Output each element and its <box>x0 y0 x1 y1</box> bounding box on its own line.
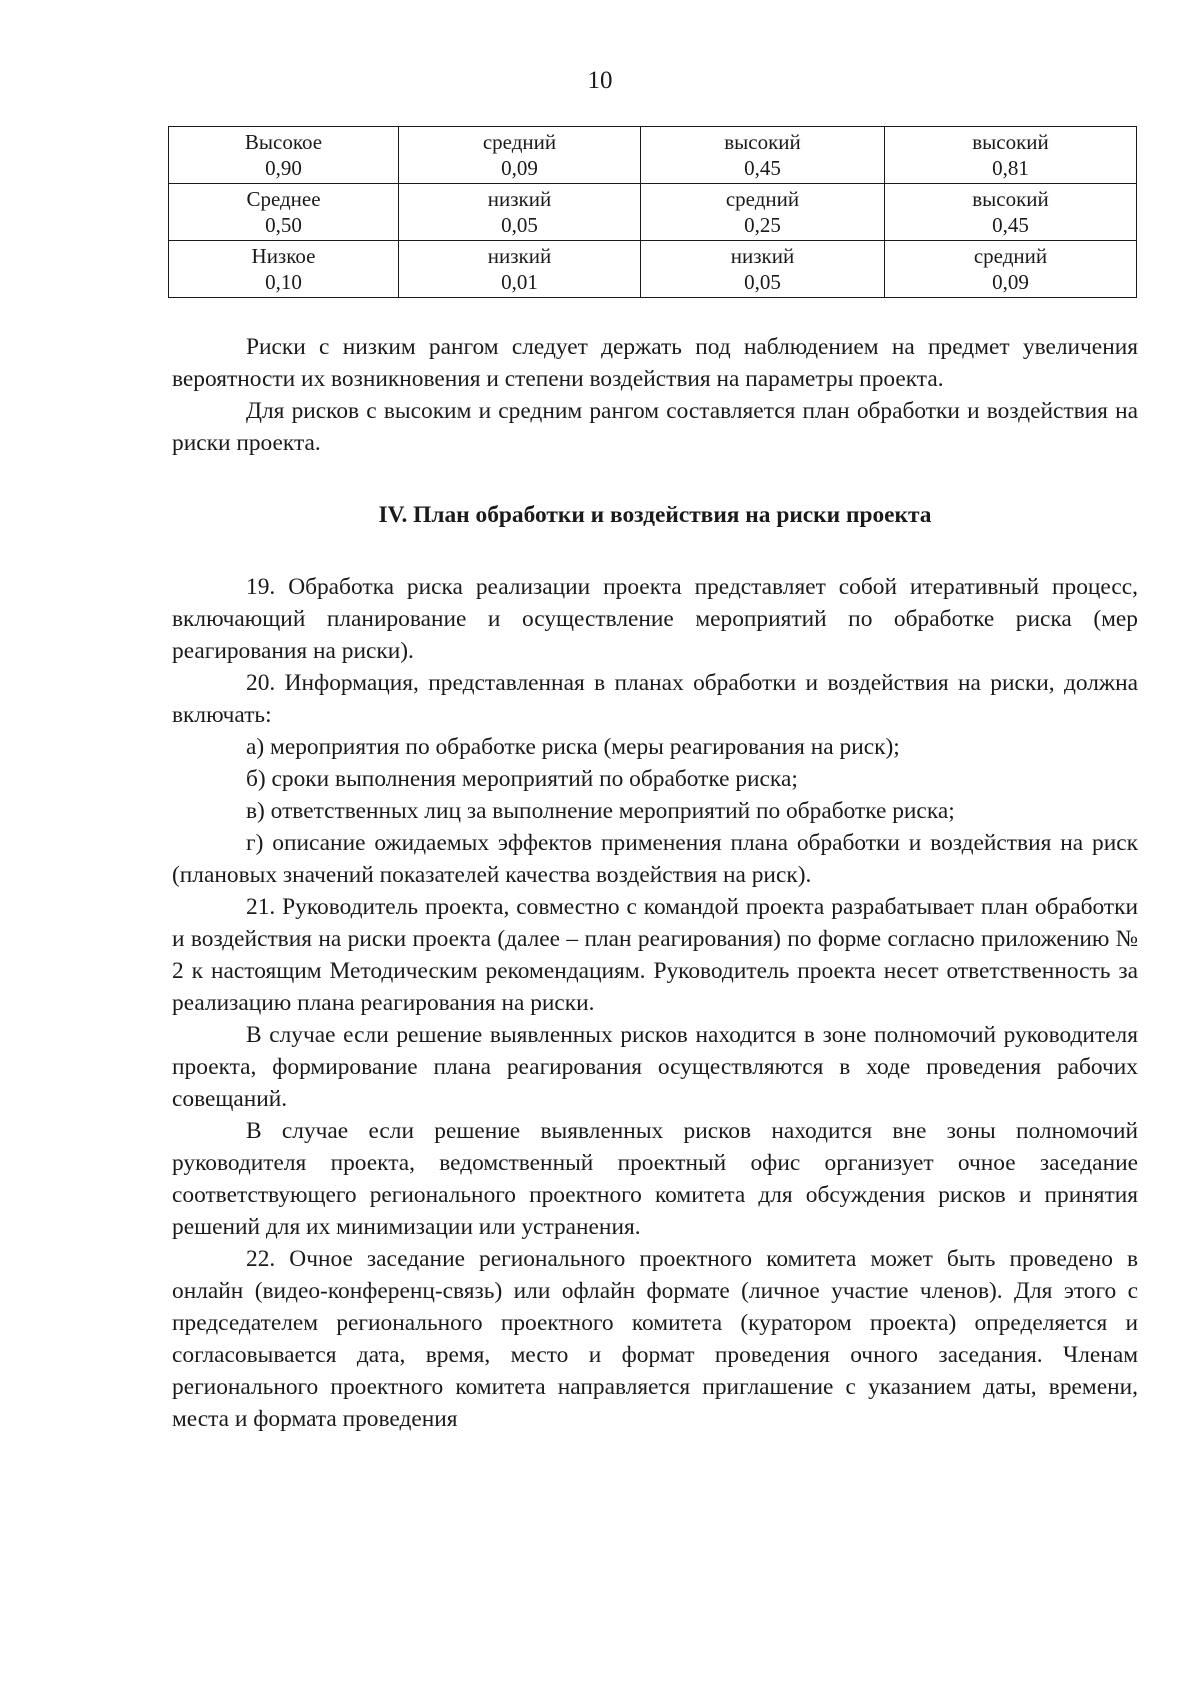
rank-value: 0,45 <box>992 213 1029 237</box>
rank-label: низкий <box>487 244 552 268</box>
rank-cell <box>885 127 1137 184</box>
probability-label: Низкое <box>251 244 316 268</box>
rank-cell <box>641 241 885 298</box>
rank-value: 0,09 <box>992 270 1029 294</box>
rank-value: 0,05 <box>501 213 538 237</box>
paragraph: 21. Руководитель проекта, совместно с командой проекта разрабатывает план обработки и воздействия на риски проекта (далее – план реагирования) по форме согласно приложению № 2 к настоящим Методическим рекомендациям. Руководитель проекта несет ответственность за реализацию плана реагирования на риски. <box>172 894 1138 1016</box>
list-item: в) ответственных лиц за выполнение мероприятий по обработке риска; <box>246 798 955 824</box>
rank-label: низкий <box>730 244 795 268</box>
rank-label: средний <box>725 187 800 211</box>
section-heading: IV. План обработки и воздействия на риски проекта <box>378 502 932 528</box>
probability-label: Высокое <box>244 130 323 154</box>
probability-cell <box>169 127 399 184</box>
probability-cell <box>169 184 399 241</box>
rank-label: средний <box>973 244 1048 268</box>
paragraph: Риски с низким рангом следует держать под наблюдением на предмет увеличения вероятности их возникновения и степени воздействия на параметры проекта. <box>172 334 1138 392</box>
page-number: 10 <box>587 67 613 94</box>
paragraph: 19. Обработка риска реализации проекта представляет собой итеративный процесс, включающий планирование и осуществление мероприятий по обработке риска (мер реагирования на риски). <box>172 574 1138 664</box>
table-row <box>169 184 1137 241</box>
list-item: а) мероприятия по обработке риска (меры реагирования на риск); <box>246 734 900 760</box>
rank-cell <box>399 184 641 241</box>
paragraph: В случае если решение выявленных рисков находится в зоне полномочий руководителя проекта, формирование плана реагирования осуществляются в ходе проведения рабочих совещаний. <box>172 1022 1138 1112</box>
rank-label: высокий <box>724 130 801 154</box>
paragraph: В случае если решение выявленных рисков находится вне зоны полномочий руководителя проекта, ведомственный проектный офис организует очное заседание соответствующего регионального проектного комитета для обсуждения рисков и принятия решений для их минимизации или устранения. <box>172 1118 1138 1240</box>
rank-label: средний <box>482 130 557 154</box>
rank-value: 0,01 <box>501 270 538 294</box>
rank-cell <box>641 127 885 184</box>
rank-cell <box>885 184 1137 241</box>
document-body <box>172 331 1138 1435</box>
rank-label: низкий <box>487 187 552 211</box>
paragraph: 22. Очное заседание регионального проектного комитета может быть проведено в онлайн (видео-конференц-связь) или офлайн формате (личное участие членов). Для этого с председателем регионального проектного комитета (куратором проекта) определяется и согласовывается дата, время, место и формат проведения очного заседания. Членам регионального проектного комитета направляется приглашение с указанием даты, времени, места и формата проведения <box>172 1246 1138 1432</box>
rank-value: 0,81 <box>992 156 1029 180</box>
rank-cell <box>399 241 641 298</box>
probability-label: Среднее <box>246 187 321 211</box>
table-row <box>169 127 1137 184</box>
table-row <box>169 241 1137 298</box>
probability-value: 0,10 <box>265 270 302 294</box>
rank-label: высокий <box>972 130 1049 154</box>
paragraph: Для рисков с высоким и средним рангом составляется план обработки и воздействия на риски проекта. <box>172 398 1138 456</box>
rank-label: высокий <box>972 187 1049 211</box>
list-item: б) сроки выполнения мероприятий по обработке риска; <box>246 766 798 792</box>
rank-cell <box>399 127 641 184</box>
rank-value: 0,25 <box>744 213 781 237</box>
rank-value: 0,09 <box>501 156 538 180</box>
probability-value: 0,90 <box>265 156 302 180</box>
risk-matrix-table <box>168 126 1137 298</box>
rank-cell <box>641 184 885 241</box>
paragraph: 20. Информация, представленная в планах обработки и воздействия на риски, должна включать: <box>172 670 1138 728</box>
probability-cell <box>169 241 399 298</box>
rank-value: 0,05 <box>744 270 781 294</box>
list-item: г) описание ожидаемых эффектов применения плана обработки и воздействия на риск (плановых значений показателей качества воздействия на риск). <box>172 830 1138 888</box>
probability-value: 0,50 <box>265 213 302 237</box>
rank-cell <box>885 241 1137 298</box>
rank-value: 0,45 <box>744 156 781 180</box>
